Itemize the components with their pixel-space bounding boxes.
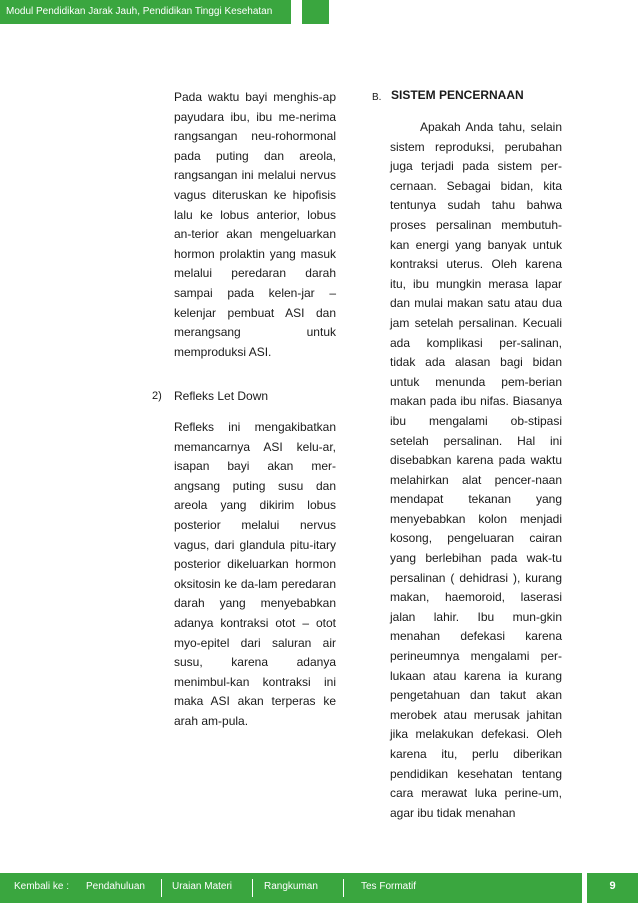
right-paragraph: Apakah Anda tahu, selain sistem reproduksi, perubahan juga terjadi pada sistem per-cernaan. Sebagai bidan, kita tentunya sudah tahu bahwa proses persalinan membutuh-kan energi yang banyak untuk kontraksi uterus. Oleh karena itu, ibu mungkin merasa lapar dan mulai makan satu atau dua jam setelah persalinan. Kecuali ada komplikasi per-salinan, tidak ada alasan bagi bidan untuk menunda pem-berian makan pada ibu nifas. Biasanya ibu mengalami ob-stipasi setelah persalinan. Hal ini disebabkan karena pada waktu melahirkan alat pencer-naan mendapat tekanan yang menyebabkan kolon menjadi kosong, pengeluaran cairan yang berlebihan pada wak-tu persalinan ( dehidrasi ), kurang makan, haemoroid, laserasi jalan lahir. Ibu mun-gkin menahan defekasi karena perineumnya mengalami per-lukaan atau karena ia kurang pengetahuan dan takut akan merobek atau merusak jahitan jika melakukan defekasi. Oleh karena itu, perlu diberikan pendidikan kesehatan tentang cara merawat luka perine-um, agar ibu tidak menahan [390, 120, 562, 820]
section-title: SISTEM PENCERNAAN [391, 88, 524, 102]
left-column [174, 88, 336, 374]
page-number: 9 [587, 873, 638, 903]
nav-rangkuman-link[interactable]: Rangkuman [264, 881, 318, 892]
nav-divider [252, 879, 253, 897]
nav-divider [343, 879, 344, 897]
left-paragraph-1: Pada waktu bayi menghis-ap payudara ibu, ibu me-nerima rangsangan neu-rohormonal pada puting dan areola, rangsangan ini melalui nervus vagus diteruskan ke hipofisis lalu ke lobus anterior, lobus an-terior akan mengeluarkan hormon prolaktin yang masuk melalui peredaran darah sampai pada kelen-jar – kelenjar pembuat ASI dan merangsang untuk memproduksi ASI. [174, 90, 336, 359]
nav-uraian-materi-link[interactable]: Uraian Materi [172, 881, 233, 892]
left-column-lower [174, 418, 336, 732]
list-item-title: Refleks Let Down [174, 389, 269, 403]
section-letter: B. [372, 92, 382, 103]
left-paragraph-2: Refleks ini mengakibatkan memancarnya ASI kelu-ar, isapan bayi akan mer-angsang puting susu dan areola yang dikirim lobus posterior melalui nervus vagus, dari glandula pitu-itary posterior dikeluarkan hormon oksitosin ke da-lam peredaran darah yang menyebabkan adanya kontraksi otot – otot myo-epitel dari saluran air susu, karena adanya menimbul-kan kontraksi ini maka ASI akan terperas ke arah am-pula. [174, 420, 336, 728]
footer-nav [0, 873, 582, 903]
header-accent-block [302, 0, 329, 24]
nav-pendahuluan-link[interactable]: Pendahuluan [86, 881, 145, 892]
header-title: Modul Pendidikan Jarak Jauh, Pendidikan Tinggi Kesehatan [0, 0, 291, 24]
nav-divider [161, 879, 162, 897]
list-number: 2) [152, 390, 162, 402]
back-label: Kembali ke : [14, 881, 70, 892]
nav-tes-formatif-link[interactable]: Tes Formatif [361, 881, 417, 892]
right-column [390, 118, 562, 823]
